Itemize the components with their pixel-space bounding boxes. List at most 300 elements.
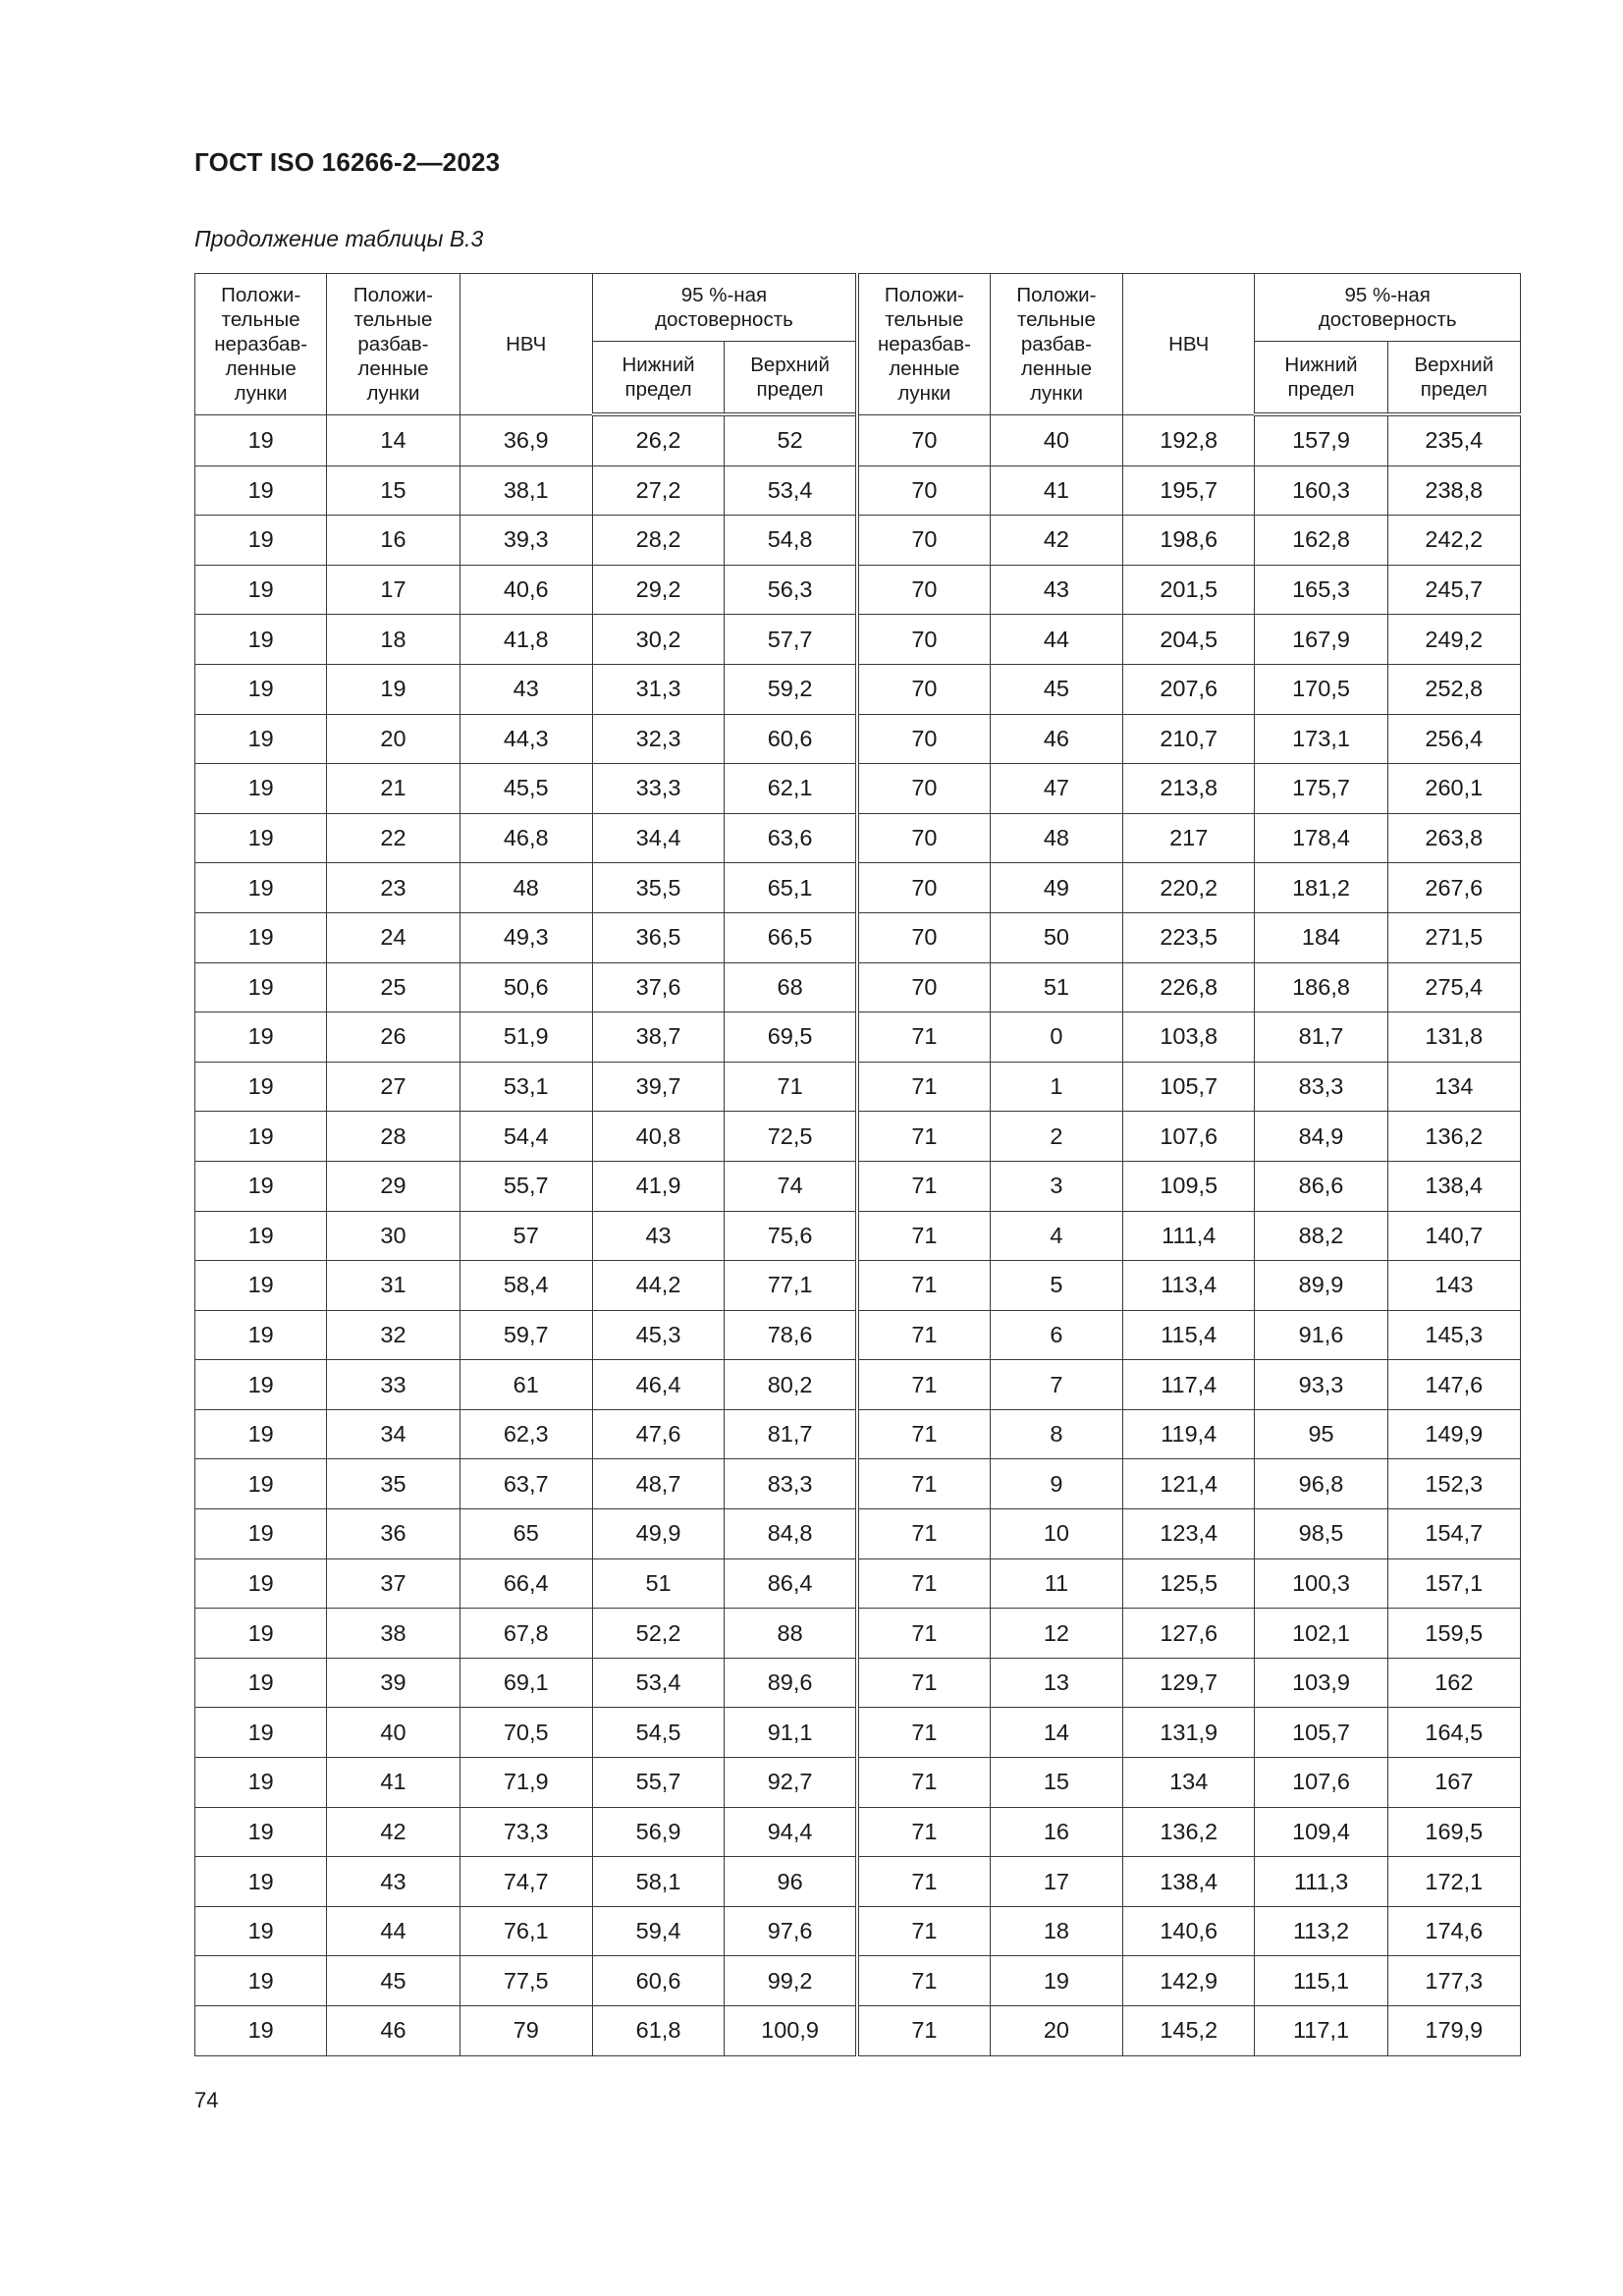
header-lower-limit: Нижний предел [592,342,724,415]
table-row [195,1360,1521,1410]
table-cell: 44 [990,615,1122,665]
table-cell: 19 [195,615,327,665]
table-cell: 115,4 [1123,1310,1255,1360]
table-cell: 256,4 [1387,714,1520,764]
table-cell: 99,2 [725,1956,857,2006]
table-cell: 71 [857,1261,990,1311]
table-cell: 59,4 [592,1906,724,1956]
table-cell: 71 [857,1509,990,1559]
table-cell: 43 [460,664,592,714]
table-cell: 97,6 [725,1906,857,1956]
table-cell: 210,7 [1123,714,1255,764]
table-cell: 70 [857,714,990,764]
table-cell: 71 [857,1062,990,1112]
header-upper-limit: Верхний предел [725,342,857,415]
table-cell: 40,8 [592,1112,724,1162]
table-cell: 19 [195,1857,327,1907]
table-cell: 26,2 [592,414,724,465]
table-cell: 83,3 [1255,1062,1387,1112]
table-cell: 71 [857,1409,990,1459]
table-cell: 67,8 [460,1609,592,1659]
page-number: 74 [194,2088,219,2112]
table-cell: 174,6 [1387,1906,1520,1956]
document-header: ГОСТ ISO 16266-2—2023 [194,147,501,177]
table-cell: 71 [857,1558,990,1609]
table-cell: 105,7 [1255,1708,1387,1758]
table-cell: 186,8 [1255,962,1387,1012]
table-cell: 38,1 [460,465,592,516]
table-cell: 26 [327,1012,460,1063]
table-cell: 41 [327,1758,460,1808]
table-cell: 136,2 [1387,1112,1520,1162]
table-cell: 147,6 [1387,1360,1520,1410]
table-row [195,764,1521,814]
table-cell: 48 [460,863,592,913]
table-cell: 63,6 [725,813,857,863]
table-cell: 70 [857,863,990,913]
table-cell: 19 [195,1062,327,1112]
table-cell: 43 [327,1857,460,1907]
table-cell: 44,3 [460,714,592,764]
table-cell: 19 [195,565,327,615]
table-cell: 40 [990,414,1122,465]
table-cell: 245,7 [1387,565,1520,615]
table-cell: 14 [990,1708,1122,1758]
table-cell: 62,1 [725,764,857,814]
table-cell: 89,9 [1255,1261,1387,1311]
table-row [195,1906,1521,1956]
table-row [195,664,1521,714]
table-cell: 92,7 [725,1758,857,1808]
table-row [195,962,1521,1012]
table-cell: 43 [990,565,1122,615]
table-cell: 11 [990,1558,1122,1609]
table-cell: 71 [857,1310,990,1360]
table-row [195,1112,1521,1162]
table-cell: 37,6 [592,962,724,1012]
table-cell: 175,7 [1255,764,1387,814]
table-cell: 19 [195,414,327,465]
table-cell: 41,8 [460,615,592,665]
table-cell: 45,3 [592,1310,724,1360]
table-cell: 71 [857,1459,990,1509]
table-cell: 71 [857,1807,990,1857]
table-cell: 40,6 [460,565,592,615]
table-cell: 48,7 [592,1459,724,1509]
table-cell: 58,4 [460,1261,592,1311]
header-confidence: 95 %-ная достоверность [592,274,857,342]
table-cell: 48 [990,813,1122,863]
table-cell: 41,9 [592,1161,724,1211]
table-cell: 71 [857,1906,990,1956]
table-cell: 63,7 [460,1459,592,1509]
table-row [195,2006,1521,2056]
table-cell: 32,3 [592,714,724,764]
table-cell: 19 [990,1956,1122,2006]
table-cell: 19 [327,664,460,714]
table-cell: 39,3 [460,516,592,566]
table-cell: 167,9 [1255,615,1387,665]
table-cell: 117,4 [1123,1360,1255,1410]
table-cell: 19 [195,1409,327,1459]
table-row [195,1062,1521,1112]
table-cell: 79 [460,2006,592,2056]
table-cell: 70 [857,465,990,516]
table-cell: 89,6 [725,1658,857,1708]
table-row [195,1807,1521,1857]
table-cell: 138,4 [1123,1857,1255,1907]
header-positive-diluted: Положи- тельные разбав- ленные лунки [327,274,460,415]
table-cell: 50 [990,912,1122,962]
table-caption: Продолжение таблицы В.3 [194,226,484,251]
table-cell: 91,6 [1255,1310,1387,1360]
table-cell: 71 [857,1609,990,1659]
table-cell: 54,5 [592,1708,724,1758]
table-cell: 52,2 [592,1609,724,1659]
table-cell: 58,1 [592,1857,724,1907]
table-cell: 173,1 [1255,714,1387,764]
table-cell: 223,5 [1123,912,1255,962]
table-cell: 56,9 [592,1807,724,1857]
table-cell: 54,8 [725,516,857,566]
table-cell: 179,9 [1387,2006,1520,2056]
table-cell: 57 [460,1211,592,1261]
table-cell: 49 [990,863,1122,913]
table-cell: 81,7 [1255,1012,1387,1063]
table-row [195,1857,1521,1907]
table-row [195,1509,1521,1559]
table-cell: 263,8 [1387,813,1520,863]
table-cell: 88 [725,1609,857,1659]
table-cell: 95 [1255,1409,1387,1459]
table-cell: 19 [195,1161,327,1211]
table-cell: 29,2 [592,565,724,615]
table-cell: 19 [195,1509,327,1559]
table-cell: 5 [990,1261,1122,1311]
table-cell: 50,6 [460,962,592,1012]
table-cell: 71,9 [460,1758,592,1808]
table-cell: 55,7 [460,1161,592,1211]
table-cell: 18 [990,1906,1122,1956]
table-cell: 44,2 [592,1261,724,1311]
table-cell: 159,5 [1387,1609,1520,1659]
table-cell: 80,2 [725,1360,857,1410]
table-cell: 145,2 [1123,2006,1255,2056]
table-cell: 111,4 [1123,1211,1255,1261]
table-cell: 12 [990,1609,1122,1659]
table-cell: 70 [857,414,990,465]
table-cell: 20 [990,2006,1122,2056]
table-cell: 142,9 [1123,1956,1255,2006]
table-cell: 69,5 [725,1012,857,1063]
header-positive-undiluted: Положи- тельные неразбав- ленные лунки [195,274,327,415]
table-cell: 19 [195,1807,327,1857]
table-cell: 27,2 [592,465,724,516]
table-row [195,813,1521,863]
table-row [195,1012,1521,1063]
table-cell: 71 [857,1708,990,1758]
table-cell: 78,6 [725,1310,857,1360]
table-cell: 181,2 [1255,863,1387,913]
table-cell: 23 [327,863,460,913]
table-cell: 19 [195,1658,327,1708]
table-cell: 77,1 [725,1261,857,1311]
table-cell: 19 [195,813,327,863]
table-cell: 45 [327,1956,460,2006]
table-cell: 111,3 [1255,1857,1387,1907]
table-cell: 71 [857,1161,990,1211]
table-cell: 102,1 [1255,1609,1387,1659]
table-cell: 22 [327,813,460,863]
table-cell: 34 [327,1409,460,1459]
table-cell: 98,5 [1255,1509,1387,1559]
header-positive-undiluted: Положи- тельные неразбав- ленные лунки [857,274,990,415]
table-cell: 160,3 [1255,465,1387,516]
table-cell: 19 [195,1310,327,1360]
table-cell: 53,4 [725,465,857,516]
table-cell: 34,4 [592,813,724,863]
table-cell: 129,7 [1123,1658,1255,1708]
table-cell: 46 [327,2006,460,2056]
table-cell: 119,4 [1123,1409,1255,1459]
table-cell: 36 [327,1509,460,1559]
table-cell: 19 [195,1906,327,1956]
table-cell: 88,2 [1255,1211,1387,1261]
table-cell: 49,9 [592,1509,724,1559]
table-cell: 13 [990,1658,1122,1708]
table-row [195,714,1521,764]
table-cell: 131,8 [1387,1012,1520,1063]
table-cell: 18 [327,615,460,665]
table-cell: 33,3 [592,764,724,814]
table-cell: 226,8 [1123,962,1255,1012]
table-cell: 16 [327,516,460,566]
table-cell: 100,9 [725,2006,857,2056]
table-cell: 70 [857,516,990,566]
table-cell: 271,5 [1387,912,1520,962]
table-row [195,1161,1521,1211]
table-cell: 172,1 [1387,1857,1520,1907]
table-cell: 162,8 [1255,516,1387,566]
table-cell: 19 [195,1956,327,2006]
header-lower-limit: Нижний предел [1255,342,1387,415]
table-cell: 249,2 [1387,615,1520,665]
table-cell: 113,2 [1255,1906,1387,1956]
table-cell: 44 [327,1906,460,1956]
table-cell: 100,3 [1255,1558,1387,1609]
table-cell: 73,3 [460,1807,592,1857]
table-cell: 21 [327,764,460,814]
table-cell: 19 [195,912,327,962]
table-cell: 169,5 [1387,1807,1520,1857]
table-cell: 4 [990,1211,1122,1261]
table-cell: 140,6 [1123,1906,1255,1956]
table-cell: 165,3 [1255,565,1387,615]
table-cell: 45,5 [460,764,592,814]
table-cell: 157,9 [1255,414,1387,465]
table-cell: 59,7 [460,1310,592,1360]
table-cell: 51,9 [460,1012,592,1063]
table-row [195,1708,1521,1758]
table-cell: 71 [857,1857,990,1907]
table-cell: 55,7 [592,1758,724,1808]
table-cell: 19 [195,1360,327,1410]
table-cell: 19 [195,863,327,913]
table-cell: 74 [725,1161,857,1211]
table-cell: 260,1 [1387,764,1520,814]
table-cell: 60,6 [725,714,857,764]
header-positive-diluted: Положи- тельные разбав- ленные лунки [990,274,1122,415]
table-cell: 70 [857,764,990,814]
table-cell: 123,4 [1123,1509,1255,1559]
table-cell: 14 [327,414,460,465]
table-cell: 52 [725,414,857,465]
table-cell: 33 [327,1360,460,1410]
table-row [195,1211,1521,1261]
table-row [195,1459,1521,1509]
table-cell: 53,1 [460,1062,592,1112]
table-cell: 43 [592,1211,724,1261]
table-cell: 1 [990,1062,1122,1112]
table-cell: 16 [990,1807,1122,1857]
table-cell: 167 [1387,1758,1520,1808]
table-cell: 19 [195,1758,327,1808]
table-cell: 143 [1387,1261,1520,1311]
table-row [195,615,1521,665]
table-cell: 53,4 [592,1658,724,1708]
table-cell: 220,2 [1123,863,1255,913]
table-cell: 31,3 [592,664,724,714]
table-cell: 138,4 [1387,1161,1520,1211]
table-cell: 15 [327,465,460,516]
table-cell: 195,7 [1123,465,1255,516]
table-cell: 252,8 [1387,664,1520,714]
table-row [195,465,1521,516]
table-cell: 37 [327,1558,460,1609]
table-cell: 47 [990,764,1122,814]
table-cell: 131,9 [1123,1708,1255,1758]
table-cell: 201,5 [1123,565,1255,615]
table-cell: 56,3 [725,565,857,615]
table-cell: 145,3 [1387,1310,1520,1360]
table-body [195,414,1521,2055]
table-cell: 198,6 [1123,516,1255,566]
table-cell: 86,6 [1255,1161,1387,1211]
table-cell: 46,4 [592,1360,724,1410]
table-cell: 91,1 [725,1708,857,1758]
table-cell: 51 [592,1558,724,1609]
table-cell: 170,5 [1255,664,1387,714]
table-cell: 149,9 [1387,1409,1520,1459]
table-cell: 213,8 [1123,764,1255,814]
table-cell: 35 [327,1459,460,1509]
table-cell: 184 [1255,912,1387,962]
table-cell: 125,5 [1123,1558,1255,1609]
table-cell: 29 [327,1161,460,1211]
table-cell: 117,1 [1255,2006,1387,2056]
table-cell: 109,5 [1123,1161,1255,1211]
table-cell: 68 [725,962,857,1012]
table-cell: 157,1 [1387,1558,1520,1609]
table-cell: 38 [327,1609,460,1659]
table-cell: 30 [327,1211,460,1261]
table-cell: 30,2 [592,615,724,665]
table-cell: 41 [990,465,1122,516]
table-cell: 31 [327,1261,460,1311]
table-cell: 40 [327,1708,460,1758]
table-cell: 154,7 [1387,1509,1520,1559]
table-cell: 19 [195,1558,327,1609]
table-cell: 19 [195,1112,327,1162]
table-cell: 7 [990,1360,1122,1410]
table-cell: 96,8 [1255,1459,1387,1509]
table-cell: 81,7 [725,1409,857,1459]
table-cell: 70,5 [460,1708,592,1758]
table-cell: 162 [1387,1658,1520,1708]
table-cell: 39,7 [592,1062,724,1112]
table-cell: 70 [857,565,990,615]
table-cell: 204,5 [1123,615,1255,665]
table-cell: 238,8 [1387,465,1520,516]
table-cell: 134 [1387,1062,1520,1112]
table-cell: 109,4 [1255,1807,1387,1857]
table-cell: 71 [857,1112,990,1162]
table-cell: 70 [857,615,990,665]
table-cell: 242,2 [1387,516,1520,566]
table-cell: 105,7 [1123,1062,1255,1112]
table-cell: 20 [327,714,460,764]
table-row [195,1956,1521,2006]
table-cell: 94,4 [725,1807,857,1857]
table-cell: 46 [990,714,1122,764]
table-cell: 42 [327,1807,460,1857]
table-cell: 72,5 [725,1112,857,1162]
table-cell: 69,1 [460,1658,592,1708]
table-cell: 61,8 [592,2006,724,2056]
table-cell: 19 [195,1609,327,1659]
table-row [195,414,1521,465]
table-cell: 71 [857,1360,990,1410]
table-cell: 70 [857,912,990,962]
table-cell: 164,5 [1387,1708,1520,1758]
table-cell: 19 [195,1211,327,1261]
table-cell: 66,4 [460,1558,592,1609]
table-cell: 28 [327,1112,460,1162]
table-row [195,516,1521,566]
table-cell: 57,7 [725,615,857,665]
table-cell: 45 [990,664,1122,714]
table-cell: 267,6 [1387,863,1520,913]
table-cell: 17 [327,565,460,615]
table-cell: 10 [990,1509,1122,1559]
table-cell: 96 [725,1857,857,1907]
table-cell: 66,5 [725,912,857,962]
table-cell: 107,6 [1255,1758,1387,1808]
table-cell: 177,3 [1387,1956,1520,2006]
table-cell: 19 [195,664,327,714]
table-row [195,863,1521,913]
table-cell: 3 [990,1161,1122,1211]
table-cell: 19 [195,1261,327,1311]
table-cell: 113,4 [1123,1261,1255,1311]
table-cell: 61 [460,1360,592,1410]
table-cell: 152,3 [1387,1459,1520,1509]
table-cell: 115,1 [1255,1956,1387,2006]
table-row [195,1310,1521,1360]
table-cell: 54,4 [460,1112,592,1162]
table-cell: 2 [990,1112,1122,1162]
table-cell: 46,8 [460,813,592,863]
